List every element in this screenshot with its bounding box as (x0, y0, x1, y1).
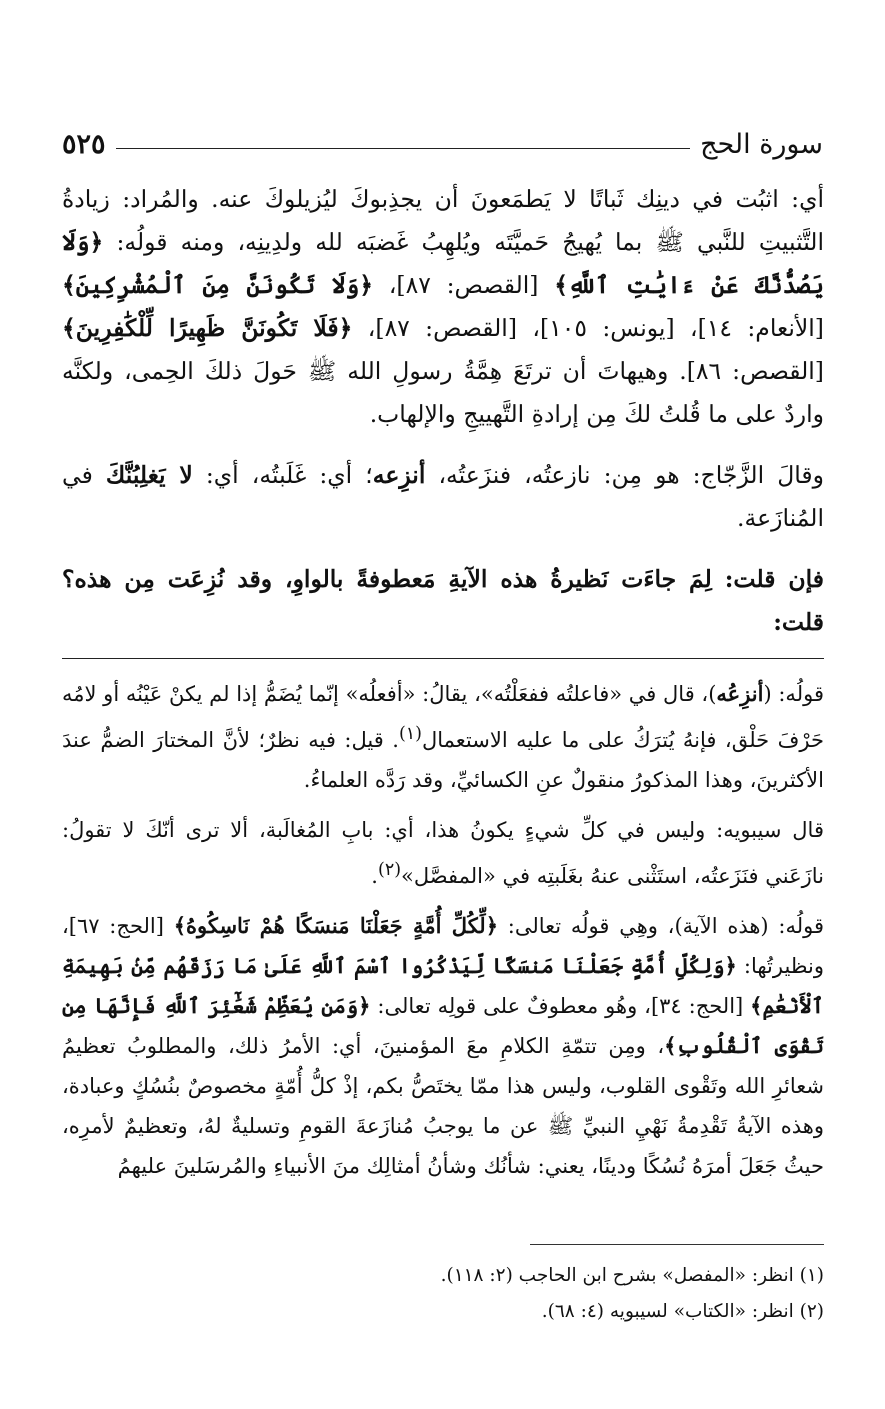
text-run: في المُنازَعة. (62, 461, 824, 532)
page-number: ٥٢٥ (62, 128, 106, 160)
commentary-text (62, 674, 824, 1186)
text-run: [الأنعام: ١٤]، [يونس: ١٠٥]، [القصص: ٨٧]، (352, 314, 824, 342)
main-paragraph-2 (62, 454, 824, 540)
quran-verse: ﴿وَلَا يَصُدُّنَّكَ عَنْ ءَايَٰتِ ٱللَّهِ﴾ (62, 228, 824, 299)
text-run: ؛ أي: غَلَبتُه، أي: (192, 461, 373, 489)
text-run: [الحج: ٣٤]، وهُو معطوفٌ على قولِه تعالى: (370, 994, 751, 1018)
header-rule (116, 148, 691, 149)
text-run: [القصص: ٨٦]. وهيهاتَ أن ترتَعَ هِمَّةُ رسولِ الله ﷺ حَولَ ذلكَ الحِمى، ولكنَّه واردٌ على ما قُلتُ لكَ مِن إرادةِ التَّهييجِ والإلهاب. (62, 357, 824, 428)
question-line: فإن قلت: لِمَ جاءَت نَظيرةُ هذه الآيةِ مَعطوفةً بالواوِ، وقد نُزِعَت مِن هذه؟ قلت: (62, 565, 824, 636)
quran-verse: ﴿وَلَا تَكُونَنَّ مِنَ ٱلْمُشْرِكِينَ﴾ (62, 271, 374, 299)
quran-verse: ﴿وَمَن يُعَظِّمْ شَعَٰٓئِرَ ٱللَّهِ فَإِنَّهَا مِن تَقْوَى ٱلْقُلُوبِ﴾ (62, 993, 824, 1058)
footnote-1: (١) انظر: «المفصل» بشرح ابن الحاجب (٢: ١١٨). (440, 1265, 824, 1286)
text-run: وقالَ الزَّجّاج: هو مِن: نازعتُه، فنزَعتُه، (425, 461, 825, 489)
commentary-paragraph-3 (62, 906, 824, 1186)
main-paragraph-3 (62, 558, 824, 644)
quran-verse: ﴿فَلَا تَكُونَنَّ ظَهِيرًا لِّلْكَٰفِرِينَ﴾ (62, 314, 353, 342)
main-paragraph-1 (62, 178, 824, 436)
commentary-paragraph-1 (62, 674, 824, 800)
text-run: ، ومِن تتمّةِ الكلامِ معَ المؤمنينَ، أي: الأمرُ ذلك، والمطلوبُ تعظيمُ شعائرِ الله وتَقْوى القلوب، وليس هذا ممّا يختَصُّ بكم، إذْ كلُّ أُمّةٍ مخصوصٌ بنُسُكٍ وعبادة، وهذه الآيةُ تَقْدِمةُ نَهْيِ النبيِّ ﷺ عن ما يوجبُ مُنازَعةَ القومِ وتسليةٌ لهُ، وتعظيمٌ لأمرِه، حيثُ جَعَلَ أمرَهُ نُسُكًا ودينًا، يعني: شأنُك وشأنُ أمثالِك منَ الأنبياءِ والمُرسَلينَ عليهمُ (62, 1034, 824, 1178)
text-run: . (371, 864, 378, 888)
text-run: [الحج: ٦٧]، ونظيرتُها: (62, 914, 824, 978)
quran-verse: ﴿لِّكُلِّ أُمَّةٍ جَعَلْنَا مَنسَكًا هُمْ نَاسِكُوهُ﴾ (173, 913, 499, 938)
text-run: [القصص: ٨٧]، (373, 271, 555, 299)
footnote-ref[interactable]: (٢) (377, 860, 402, 880)
footnote-ref[interactable]: (١) (398, 724, 422, 744)
text-run: . قيل: فيه نظرٌ؛ لأنَّ المختارَ الضمُّ عندَ الأكثرينَ، وهذا المذكورُ منقولٌ عنِ الكسائيِّ، وقد رَدَّه العلماءُ. (62, 728, 824, 792)
main-text (62, 178, 824, 644)
running-header (62, 122, 823, 166)
text-run: قولُه: (هذه الآية)، وهِي قولُه تعالى: (498, 914, 825, 938)
text-run: أي: اثبُت في دينِك ثَباتًا لا يَطمَعونَ أن يجذِبوكَ ليُزيلوكَ عنه. والمُراد: زيادةُ التَّثبيتِ للنَّبي ﷺ بما يُهيجُ حَميَّتَه ويُلهِبُ غَضبَه لله ولدِينِه، ومنه قولُه: (62, 185, 824, 256)
text-run: قال سيبويه: وليس في كلِّ شيءٍ يكونُ هذا، أي: بابِ المُغالَبة، ألا ترى أنّكَ لا تقولُ: نازَعَني فنَزَعتُه، استَثْنى عنهُ بغَلَبتِه في «المفصَّل» (62, 818, 824, 888)
footnote-separator (530, 1244, 824, 1245)
text-run: )، قال في «فاعلتُه ففعَلْتُه»، يقالُ: «أفعلُه» إنّما يُضَمُّ إذا لم يكنْ عَيْنُه أو لامُه حَرْفَ حَلْق، فإنهُ يُترَكُ على ما عليه الاستعمال (62, 682, 824, 752)
text-run: قولُه: ( (763, 682, 824, 706)
footnote-2: (٢) انظر: «الكتاب» لسيبويه (٤: ٦٨). (541, 1301, 824, 1322)
commentary-separator (62, 658, 824, 659)
bold-term: أنزِعه (372, 461, 426, 489)
commentary-paragraph-2 (62, 810, 824, 896)
bold-term: أنزِعُه (716, 681, 764, 706)
quran-verse: ﴿وَلِكُلِّ أُمَّةٍ جَعَلْنَا مَنسَكًا لِّيَذْكُرُوا ٱسْمَ ٱللَّهِ عَلَىٰ مَا رَزَقَهُم مِّنۢ بَهِيمَةِ ٱلْأَنْعَٰمِ﴾ (62, 953, 824, 1018)
footnotes (62, 1258, 824, 1330)
bold-term: لا يَغلِبُنَّكَ (105, 461, 193, 489)
surah-title: سورة الحج (700, 128, 823, 160)
